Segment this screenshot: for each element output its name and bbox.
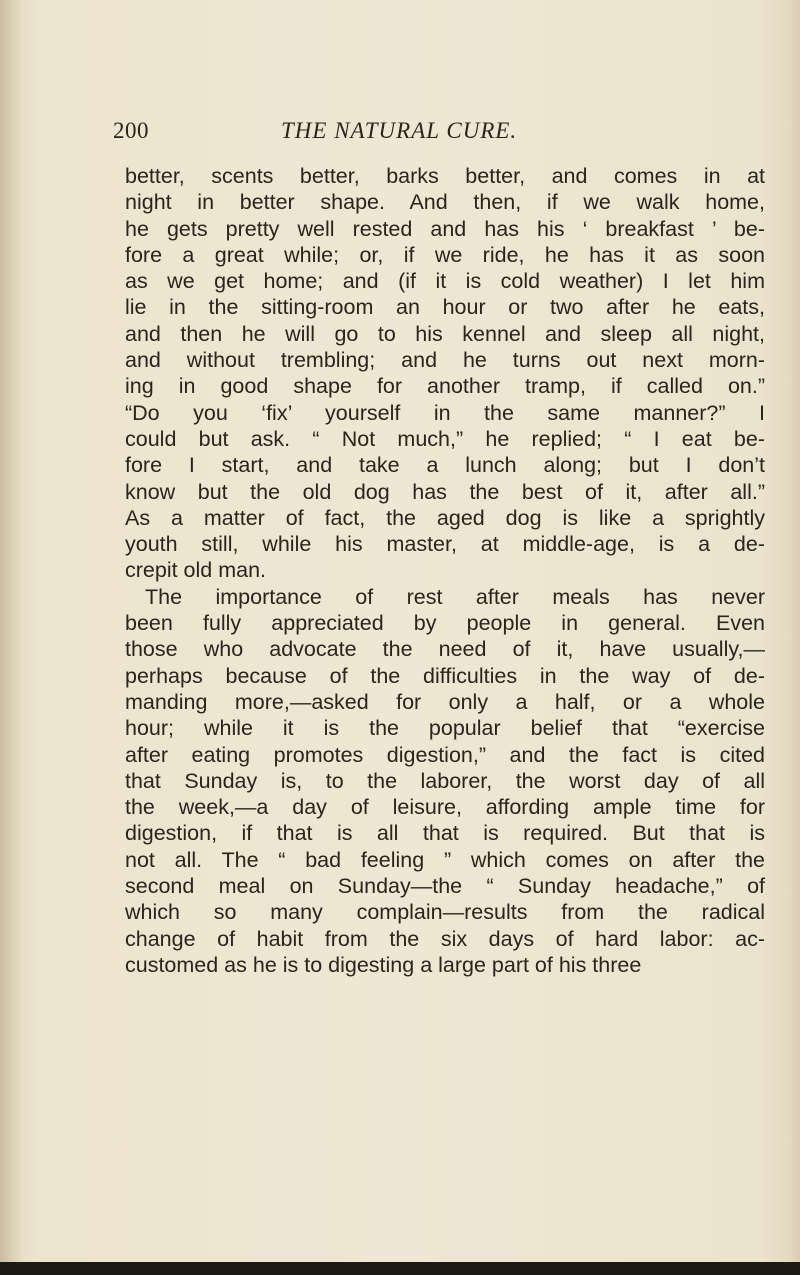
scan-bottom-edge xyxy=(0,1262,800,1275)
text-line: fore I start, and take a lunch along; but I don’t xyxy=(125,453,765,478)
text-line: lie in the sitting-room an hour or two after he eats, xyxy=(125,295,765,320)
text-line: night in better shape. And then, if we walk home, xyxy=(125,190,765,215)
text-line: change of habit from the six days of hard labor: ac- xyxy=(125,926,765,951)
text-line: he gets pretty well rested and has his ‘ breakfast ’ be- xyxy=(125,216,765,241)
text-line: youth still, while his master, at middle-age, is a de- xyxy=(125,532,765,557)
text-line: customed as he is to digesting a large part of his three xyxy=(125,952,642,977)
text-line: could but ask. “ Not much,” he replied; “ I eat be- xyxy=(125,426,765,451)
text-line: and without trembling; and he turns out next morn- xyxy=(125,348,765,373)
running-head: THE NATURAL CURE. xyxy=(281,118,518,143)
text-line: not all. The “ bad feeling ” which comes on after the xyxy=(125,847,765,872)
text-line: which so many complain—results from the radical xyxy=(125,900,765,925)
text-line: hour; while it is the popular belief that “exercise xyxy=(125,716,765,741)
page-number: 200 xyxy=(113,118,149,143)
text-line: know but the old dog has the best of it, after all.” xyxy=(125,479,765,504)
text-line: digestion, if that is all that is required. But that is xyxy=(125,821,765,846)
text-line: and then he will go to his kennel and sleep all night, xyxy=(125,321,765,346)
text-line: better, scents better, barks better, and comes in at xyxy=(125,164,765,188)
text-line: manding more,—asked for only a half, or a whole xyxy=(125,689,765,714)
text-line: that Sunday is, to the laborer, the worst day of all xyxy=(125,768,765,793)
text-line: crepit old man. xyxy=(125,558,267,583)
binding-gutter-shadow xyxy=(0,0,22,1275)
text-line: second meal on Sunday—the “ Sunday headache,” of xyxy=(125,874,765,899)
text-line: been fully appreciated by people in general. Even xyxy=(125,611,765,636)
body-text xyxy=(125,163,765,978)
text-line: those who advocate the need of it, have usually,— xyxy=(125,637,765,662)
text-line: ing in good shape for another tramp, if called on.” xyxy=(125,374,765,399)
text-line: after eating promotes digestion,” and the fact is cited xyxy=(125,742,765,767)
text-line: fore a great while; or, if we ride, he has it as soon xyxy=(125,242,765,267)
text-line: The importance of rest after meals has never xyxy=(145,584,765,609)
text-line: “Do you ‘fix’ yourself in the same manner?” I xyxy=(125,400,765,425)
text-line: the week,—a day of leisure, affording ample time for xyxy=(125,795,765,820)
page-header xyxy=(113,118,763,146)
text-line: perhaps because of the difficulties in the way of de- xyxy=(125,663,765,688)
text-line: as we get home; and (if it is cold weather) I let him xyxy=(125,269,765,294)
text-line: As a matter of fact, the aged dog is like a sprightly xyxy=(125,505,765,530)
